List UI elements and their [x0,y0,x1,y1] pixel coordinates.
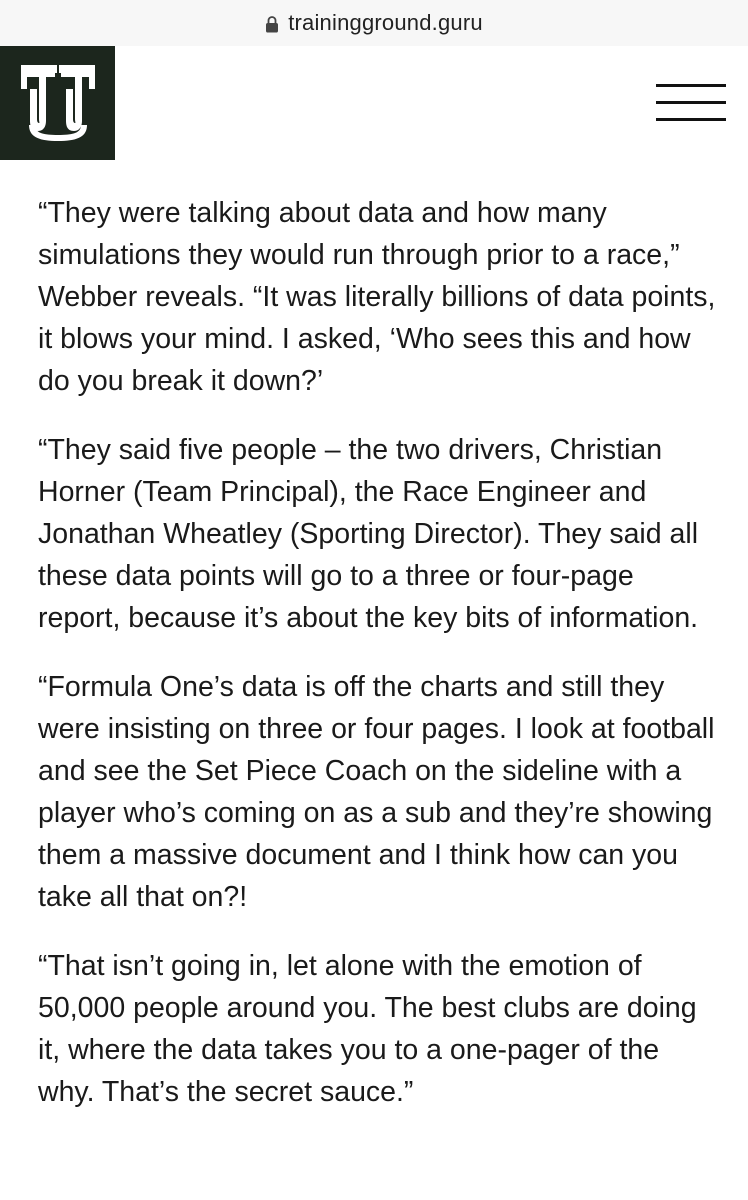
site-header [0,46,748,160]
tg-logo-icon[interactable] [0,46,115,160]
article-paragraph: “Formula One’s data is off the charts and still they were insisting on three or four pages. I look at football and see the Set Piece Coach on the sideline with a player who’s coming on as a sub and they’re showing them a massive document and I think how can you take all that on?! [38,671,715,913]
menu-line [656,84,726,87]
article-paragraph: “They were talking about data and how many simulations they would run through prior to a race,” Webber reveals. “It was literally billions of data points, it blows your mind. I asked, ‘Who sees this and how do you break it down?’ [38,197,716,397]
article-body [0,160,748,1113]
lock-icon [265,15,279,33]
url-text: trainingground.guru [288,10,483,35]
menu-line [656,118,726,121]
article-paragraph: “That isn’t going in, let alone with the emotion of 50,000 people around you. The best clubs are doing it, where the data takes you to a one-pager of the why. That’s the secret sauce.” [38,950,697,1108]
article-paragraph: “They said five people – the two drivers, Christian Horner (Team Principal), the Race Engineer and Jonathan Wheatley (Sporting Director). They said all these data points will go to a three or four-page report, because it’s about the key bits of information. [38,434,699,634]
browser-address-bar[interactable] [0,0,748,46]
hamburger-menu-icon[interactable] [656,84,726,124]
tg-logo-mark [19,61,97,145]
menu-line [656,101,726,104]
